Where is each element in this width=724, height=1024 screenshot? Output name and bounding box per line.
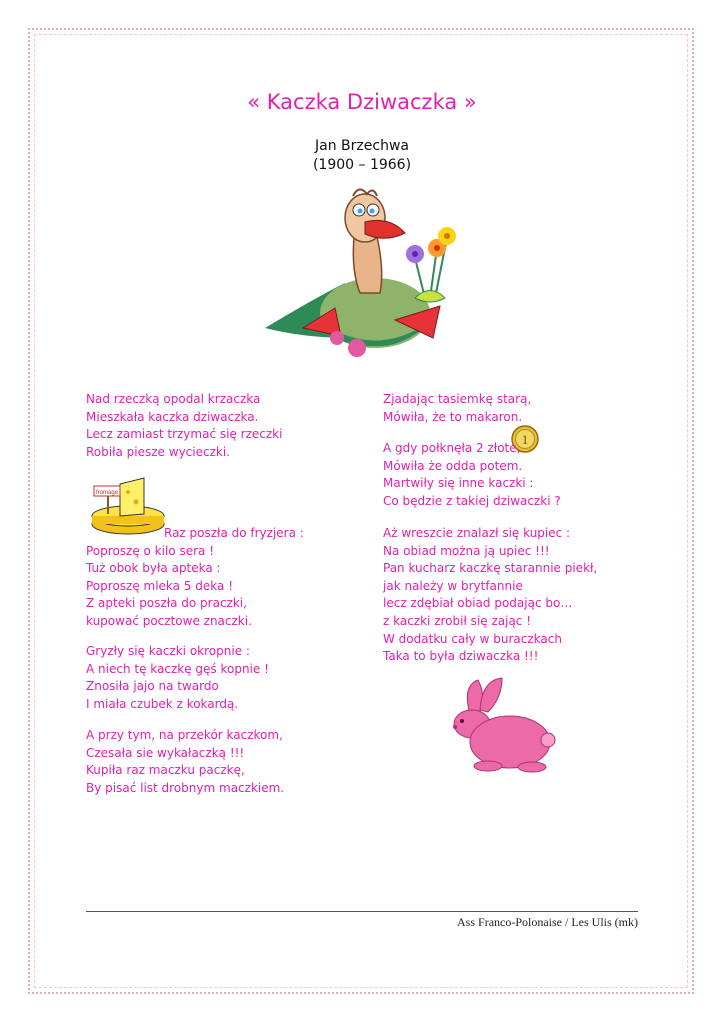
footer-divider: [86, 911, 638, 912]
poem-line: Taka to była dziwaczka !!!: [383, 649, 539, 664]
poem-line: A przy tym, na przekór kaczkom,: [86, 728, 283, 742]
poem-title: « Kaczka Dziwaczka »: [247, 90, 477, 114]
poem-line: A niech tę kaczkę gęś kopnie !: [86, 661, 269, 676]
poem-line: Martwiły się inne kaczki :: [383, 476, 534, 491]
stanza-right-2: [383, 440, 561, 510]
poem-line: kupować pocztowe znaczki.: [86, 613, 252, 628]
poem-line: Lecz zamiast trzymać się rzeczki: [86, 427, 283, 442]
poem-line: Mówiła że odda potem.: [383, 458, 523, 473]
poem-line: Mówiła, że to makaron.: [383, 409, 523, 424]
poem-line: Tuż obok była apteka :: [86, 561, 221, 576]
poem-line: Raz poszła do fryzjera :: [164, 526, 304, 540]
poem-line: Gryzły się kaczki okropnie :: [86, 644, 250, 658]
stanza-right-3: [383, 525, 597, 666]
poem-line: By pisać list drobnym maczkiem.: [86, 780, 285, 795]
svg-text:1: 1: [521, 432, 529, 447]
poem-line: Robiła piesze wycieczki.: [86, 444, 230, 459]
svg-text:fromage: fromage: [95, 490, 119, 496]
poem-line: Co będzie z takiej dziwaczki ?: [383, 493, 561, 508]
poem-line: Znosiła jajo na twardo: [86, 679, 219, 694]
duck-with-flowers-icon: [255, 188, 470, 363]
author-years: (1900 – 1966): [312, 157, 412, 173]
poem-line: Poproszę o kilo sera !: [86, 543, 215, 558]
poem-line: W dodatku cały w buraczkach: [383, 631, 562, 646]
author-block: [0, 137, 724, 175]
stanza-left-3: [86, 643, 269, 713]
poem-line: A gdy połknęła 2 złote,: [383, 441, 521, 455]
stanza-left-2: [86, 525, 304, 631]
author-name: Jan Brzechwa: [315, 138, 409, 154]
poem-line: jak należy w brytfannie: [383, 578, 523, 593]
rabbit-icon: [440, 676, 560, 776]
stanza-right-1: [383, 391, 531, 426]
poem-line: Poproszę mleka 5 deka !: [86, 578, 234, 593]
poem-line: Kupiła raz maczku paczkę,: [86, 763, 245, 778]
poem-line: lecz zdębiał obiad podając bo…: [383, 596, 573, 611]
poem-line: Na obiad można ją upiec !!!: [383, 543, 550, 558]
stanza-left-4: [86, 727, 284, 797]
poem-line: Aż wreszcie znalazł się kupiec :: [383, 526, 571, 540]
poem-line: z kaczki zrobił się zając !: [383, 613, 532, 628]
poem-line: Nad rzeczką opodal krzaczka: [86, 392, 261, 406]
poem-line: Z apteki poszła do praczki,: [86, 596, 247, 611]
poem-line: Pan kucharz kaczkę starannie piekł,: [383, 561, 598, 576]
stanza-left-1: [86, 391, 282, 461]
poem-line: I miała czubek z kokardą.: [86, 696, 239, 711]
poem-line: Zjadając tasiemkę starą,: [383, 392, 532, 406]
poem-line: Czesała sie wykałaczką !!!: [86, 745, 245, 760]
footer-credit: Ass Franco-Polonaise / Les Ulis (mk): [457, 915, 638, 929]
poem-line: Mieszkała kaczka dziwaczka.: [86, 409, 259, 424]
